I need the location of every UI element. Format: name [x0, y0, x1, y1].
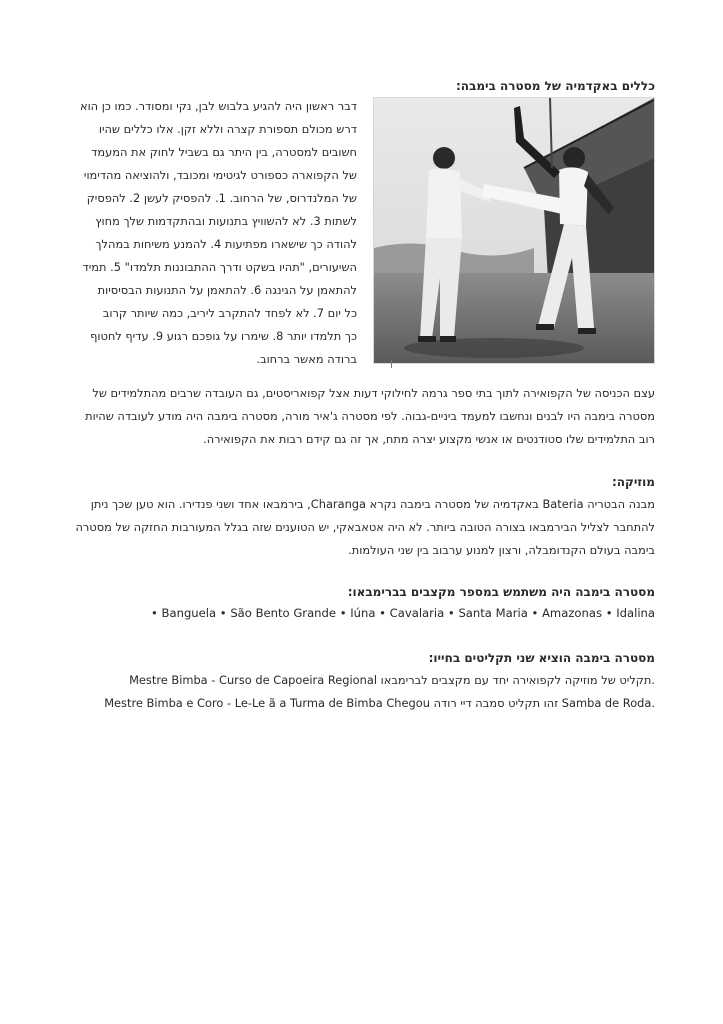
- records-heading: מסטרה בימבה הוציא שני תקליטים בחייו:: [428, 651, 655, 665]
- music-heading: מוזיקה:: [611, 475, 655, 489]
- rules-heading: כללים באקדמיה של מסטרה בימבה:: [455, 79, 655, 93]
- music-line: בימבה בעולם הקנדומבלה, ורצון למנוע ערבוב בין שני העולמות.: [348, 543, 655, 557]
- rhythms-heading: מסטרה בימבה היה משתמש במספר מקצבים בברימבאו:: [347, 585, 655, 599]
- rules-line: ברודה מאשר ברחוב.: [256, 352, 357, 366]
- music-line: מבנה הבטריה Bateria באקדמיה של מסטרה בימבה נקרא Charanga, בירמבאו אחד ושני פנדירו. הוא טען שכך ניתן: [90, 497, 655, 511]
- intro-line: עצם הכניסה של הקפואירה לתוך בתי ספר גרמה לחילוקי דעות אצל קפואריסטים, גם העובדה שרבים מהתלמידים של: [92, 386, 655, 400]
- rules-line: להתאמן על הגינגה 6. להתאמן על התנועות הבסיסיות: [97, 283, 357, 297]
- rules-line: לשתות 3. לא להשוויץ בתנועות ובהתקדמות שלך מחוץ: [95, 214, 357, 228]
- rules-line: של המלנדרוס, של הרחוב. 1. להפסיק לעשן 2. להפסיק: [86, 191, 357, 205]
- rhythms-list: • Banguela • São Bento Grande • Iúna • Cavalaria • Santa Maria • Amazonas • Idalina: [151, 606, 655, 620]
- rules-line: דבר ראשון היה להגיע בלבוש לבן, נקי ומסודר. כמו כן הוא: [79, 99, 357, 113]
- rules-line: של הקפוארה כספורט לגיטימי ומכובד, ולהוציאה מהדימוי: [83, 168, 357, 182]
- records-line: Mestre Bimba - Curso de Capoeira Regional תקליט של מוזיקה לקפואירה יחד עם מקצבים לברימבאו.: [129, 673, 655, 687]
- photo-mark: [391, 360, 392, 368]
- rules-line: דרש מכולם תספורת קצרה וללא זקן. אלו כללים שהיו: [98, 122, 357, 136]
- rules-line: חשובים למסטרה, בין היתר גם בשביל לחוק את המעמד: [91, 145, 357, 159]
- rules-line: כך תלמדו יותר 8. שימרו על גופכם רגוע 9. עדיף לחטוף: [90, 329, 357, 343]
- capoeira-photo: [373, 97, 655, 364]
- intro-line: מסטרה בימבה היו לבנים ונחשבו למעמד ביניים-גבוה. לפי מסטרה ג'איר מורה, מסטרה בימבה היה מודע לעובדה שהיות: [85, 409, 655, 423]
- music-line: להתחבר לצליל הבירמבאו בצורה הטובה ביותר. לא היה אטאבאקי, יש הטוענים שזה בגלל המעורבות החזקה של מסטרה: [75, 520, 655, 534]
- rules-line: להודה כך שישארו מפתיעות 4. להמנע משיחות במהלך: [95, 237, 357, 251]
- rules-line: השיעורים, "תהיו בשקט ודרך ההתבוננות תלמדו" 5. תמיד: [82, 260, 357, 274]
- intro-line: רוב התלמידים שלו סטודנטים או אנשי מקצוע יצרה מתח, אך זה גם קידם רבות את הקפואירה.: [203, 432, 655, 446]
- rules-line: כל יום 7. לא לפחד להתקרב ליריב, כמה שיותר קרוב: [102, 306, 357, 320]
- records-line: Mestre Bimba e Coro - Le-Le ã a Turma de Bimba Chegou זהו תקליט סמבה דיי רודה Samba de Roda.: [104, 696, 655, 710]
